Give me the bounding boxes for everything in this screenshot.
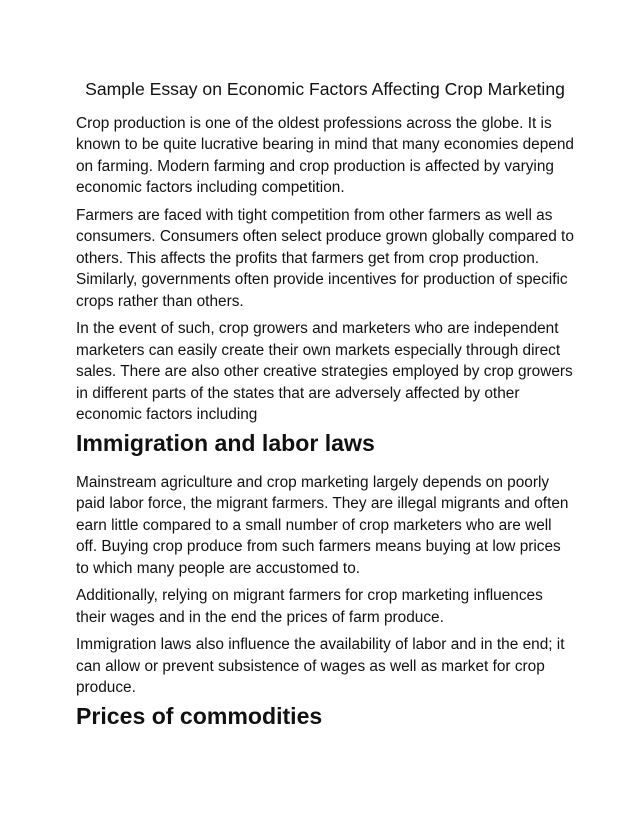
immigration-paragraph-3: Immigration laws also influence the availability of labor and in the end; it can allow or prevent subsistence of wages as well as market for crop produce. (76, 636, 565, 696)
intro-paragraph-3: In the event of such, crop growers and marketers who are independent marketers can easily create their own markets especially through direct sales. There are also other creative strategies employed by crop growers in different parts of the states that are adversely affected by other economic factors including (76, 320, 573, 423)
section-heading-immigration: Immigration and labor laws (76, 429, 375, 456)
intro-paragraph-2: Farmers are faced with tight competition from other farmers as well as consumers. Consumers often select produce grown globally compared to others. This affects the profits that farmers get from crop production. Similarly, governments often provide incentives for production of specific crops rather than others. (76, 206, 574, 310)
document-title: Sample Essay on Economic Factors Affecting Crop Marketing (85, 79, 565, 99)
immigration-paragraph-2: Additionally, relying on migrant farmers for crop marketing influences their wages and in the end the prices of farm produce. (76, 587, 543, 626)
immigration-paragraph-1: Mainstream agriculture and crop marketing largely depends on poorly paid labor force, the migrant farmers. They are illegal migrants and often earn little compared to a small number of crop marketers who are well off. Buying crop produce from such farmers means buying at low prices to which many people are accustomed to. (76, 473, 569, 577)
intro-paragraph-1: Crop production is one of the oldest professions across the globe. It is known to be quite lucrative bearing in mind that many economies depend on farming. Modern farming and crop production is affected by varying economic factors including competition. (76, 114, 574, 196)
section-heading-prices: Prices of commodities (76, 702, 323, 729)
